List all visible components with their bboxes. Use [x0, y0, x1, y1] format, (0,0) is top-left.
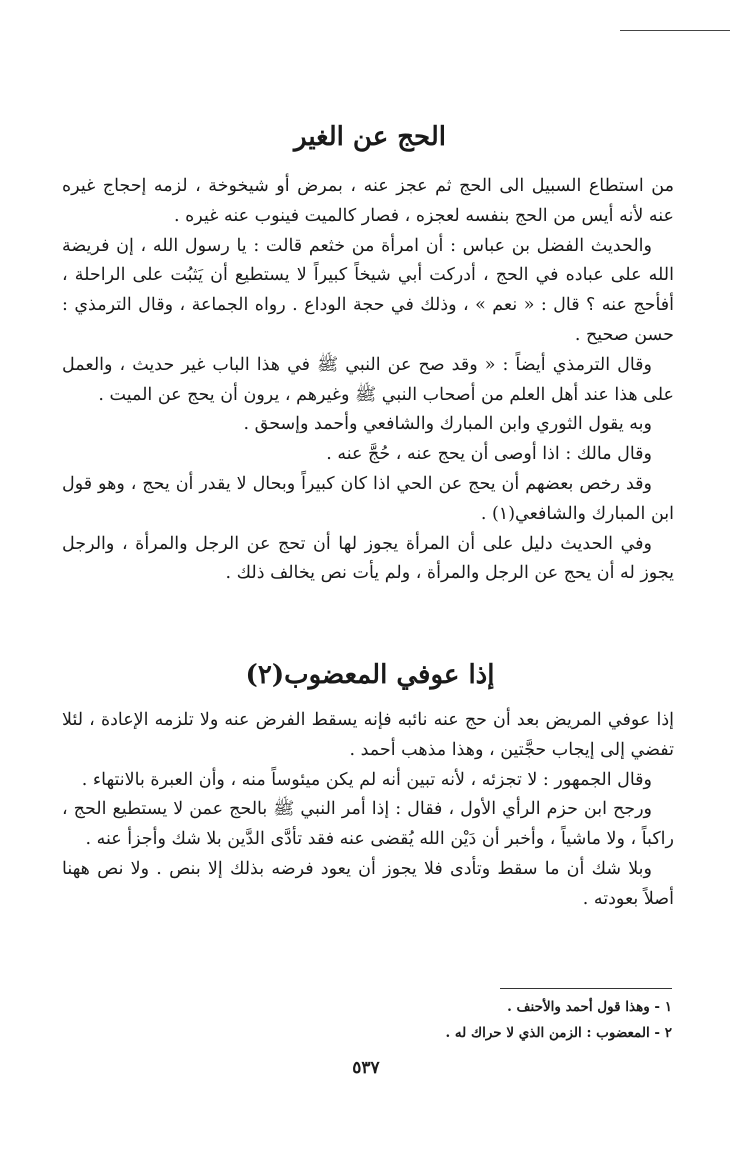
section-heading-recovered-disabled: إذا عوفي المعضوب(٢): [245, 660, 495, 690]
paragraph: من استطاع السبيل الى الحج ثم عجز عنه ، بمرض أو شيخوخة ، لزمه إحجاج غيره عنه لأنه أيس من الحج بنفسه لعجزه ، فصار كالميت فينوب عنه غيره .: [62, 176, 674, 226]
section-heading-hajj-for-others: الحج عن الغير: [293, 122, 446, 152]
paragraph: وقال الترمذي أيضاً : « وقد صح عن النبي ﷺ في هذا الباب غير حديث ، والعمل على هذا عند أهل العلم من أصحاب النبي ﷺ وغيرهم ، يرون أن يحج عن الميت .: [62, 354, 674, 405]
footnote: ١ - وهذا قول أحمد والأحنف .: [507, 999, 672, 1015]
section-body-recovered-disabled: [62, 706, 674, 915]
paragraph: وفي الحديث دليل على أن المرأة يجوز لها أن تحج عن الرجل والمرأة ، والرجل يجوز له أن يحج عن الرجل والمرأة ، ولم يأت نص يخالف ذلك .: [62, 533, 674, 584]
section-body-hajj-for-others: [62, 172, 674, 589]
paragraph: إذا عوفي المريض بعد أن حج عنه نائبه فإنه يسقط الفرض عنه ولا تلزمه الإعادة ، لئلا تفضي إلى إيجاب حجَّتين ، وهذا مذهب أحمد .: [62, 710, 674, 760]
footnotes: [62, 994, 672, 1046]
paragraph: وقال مالك : اذا أوصى أن يحج عنه ، حُجَّ عنه .: [326, 444, 652, 465]
paragraph: وبلا شك أن ما سقط وتأدى فلا يجوز أن يعود فرضه بذلك إلا بنص . ولا نص ههنا أصلاً بعودته .: [62, 858, 674, 909]
paragraph: وقال الجمهور : لا تجزئه ، لأنه تبين أنه لم يكن ميئوساً منه ، وأن العبرة بالانتهاء .: [81, 769, 652, 790]
footnote-divider: [500, 988, 672, 989]
paragraph: والحديث الفضل بن عباس : أن امرأة من خثعم قالت : يا رسول الله ، إن فريضة الله على عباده في الحج ، أدركت أبي شيخاً كبيراً لا يستطيع أن يَثبُت على الراحلة ، أفأحج عنه ؟ قال : « نعم » ، وذلك في حجة الوداع . رواه الجماعة ، وقال الترمذي : حسن صحيح .: [62, 235, 674, 345]
footnote: ٢ - المعضوب : الزمن الذي لا حراك له .: [445, 1025, 672, 1041]
top-rule: [620, 30, 730, 31]
page-number: ٥٣٧: [352, 1058, 380, 1078]
paragraph: وقد رخص بعضهم أن يحج عن الحي اذا كان كبيراً وبحال لا يقدر أن يحج ، وهو قول ابن المبارك والشافعي(١) .: [62, 473, 674, 524]
paragraph: ورجح ابن حزم الرأي الأول ، فقال : إذا أمر النبي ﷺ بالحج عمن لا يستطيع الحج ، راكباً ، ولا ماشياً ، وأخبر أن دَيْن الله يُقضى عنه فقد تأدَّى الدَّين بلا شك وأجزأ عنه .: [62, 799, 674, 850]
paragraph: وبه يقول الثوري وابن المبارك والشافعي وأحمد وإسحق .: [243, 414, 652, 435]
